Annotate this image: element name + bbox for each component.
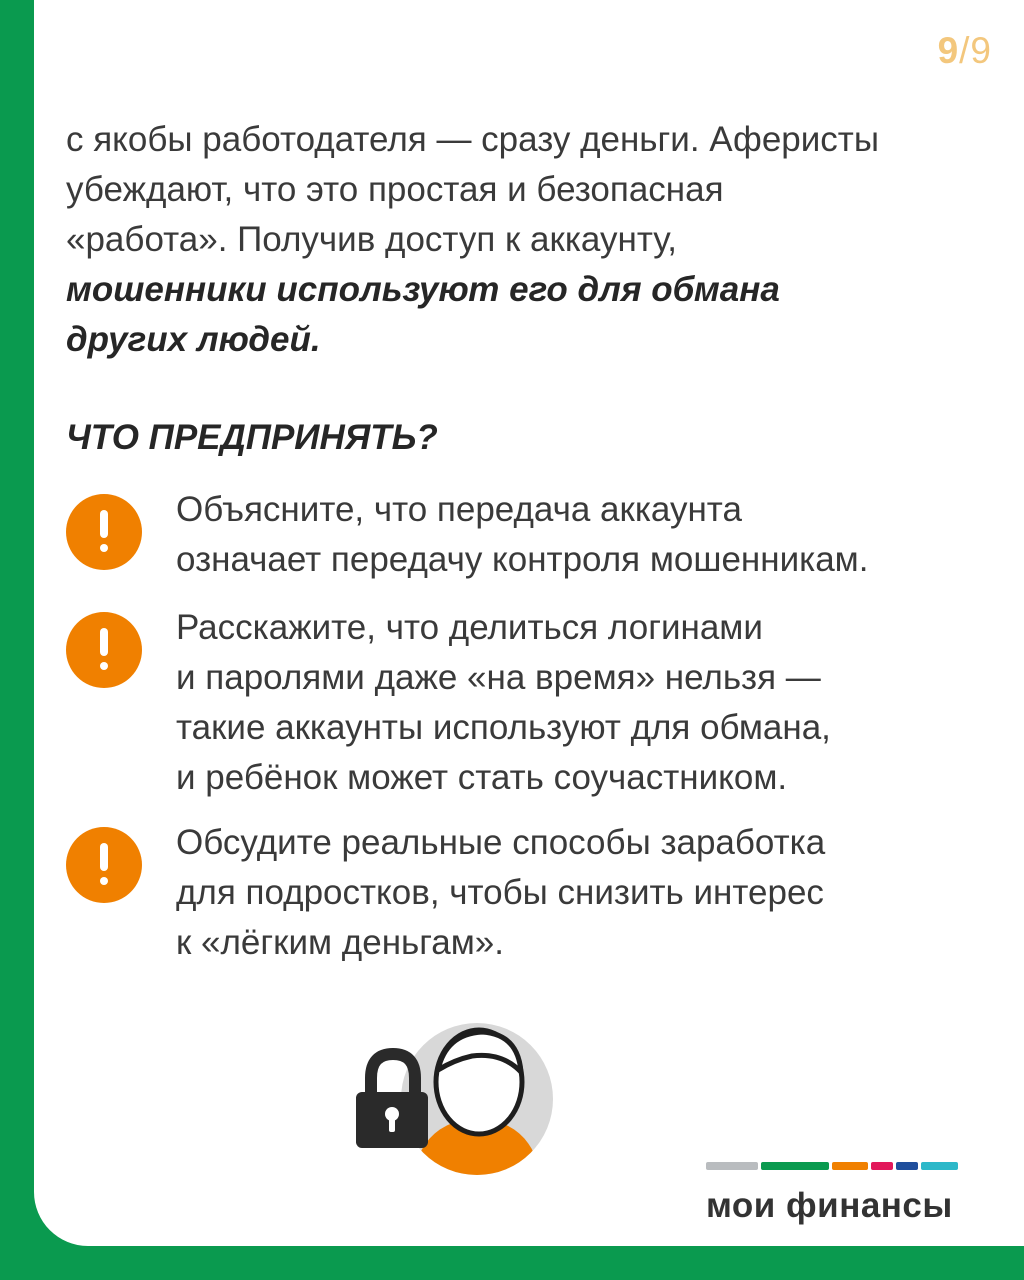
tip-line: Объясните, что передача аккаунта [176, 490, 742, 529]
content-card [34, 0, 1024, 1246]
padlock-icon [356, 1054, 428, 1148]
illustration [350, 1020, 560, 1185]
intro-paragraph [66, 115, 986, 365]
tip-line: означает передачу контроля мошенникам. [176, 540, 869, 579]
tip-text [176, 485, 868, 585]
intro-line: «работа». Получив доступ к аккаунту, [66, 220, 677, 259]
tip-text [176, 818, 825, 968]
tip-line: для подростков, чтобы снизить интерес [176, 873, 824, 912]
section-title: ЧТО ПРЕДПРИНЯТЬ? [66, 418, 438, 457]
tip-line: к «лёгким деньгам». [176, 923, 504, 962]
page-total: 9 [970, 30, 992, 71]
page-indicator [938, 30, 992, 72]
tip-line: Обсудите реальные способы заработка [176, 823, 826, 862]
tip-line: Расскажите, что делиться логинами [176, 608, 763, 647]
exclamation-icon [66, 612, 142, 688]
logo-stripe [896, 1162, 918, 1170]
logo-stripe [761, 1162, 829, 1170]
logo-stripe [706, 1162, 758, 1170]
intro-line: с якобы работодателя — сразу деньги. Аферисты [66, 120, 879, 159]
page-separator: / [959, 30, 971, 71]
logo-stripes [706, 1162, 958, 1170]
logo-stripe [832, 1162, 868, 1170]
tip-line: и ребёнок может стать соучастником. [176, 758, 788, 797]
tip-line: и паролями даже «на время» нельзя — [176, 658, 821, 697]
brand-logo [706, 1162, 958, 1226]
exclamation-icon [66, 827, 142, 903]
exclamation-icon [66, 494, 142, 570]
logo-stripe [871, 1162, 893, 1170]
tip-line: такие аккаунты используют для обмана, [176, 708, 831, 747]
logo-text: мои финансы [706, 1186, 953, 1225]
tip-text [176, 603, 831, 803]
intro-line: убеждают, что это простая и безопасная [66, 170, 724, 209]
intro-emphasis-line: других людей. [66, 320, 321, 359]
logo-stripe [921, 1162, 958, 1170]
intro-emphasis-line: мошенники используют его для обмана [66, 270, 780, 309]
page-current: 9 [937, 30, 960, 71]
